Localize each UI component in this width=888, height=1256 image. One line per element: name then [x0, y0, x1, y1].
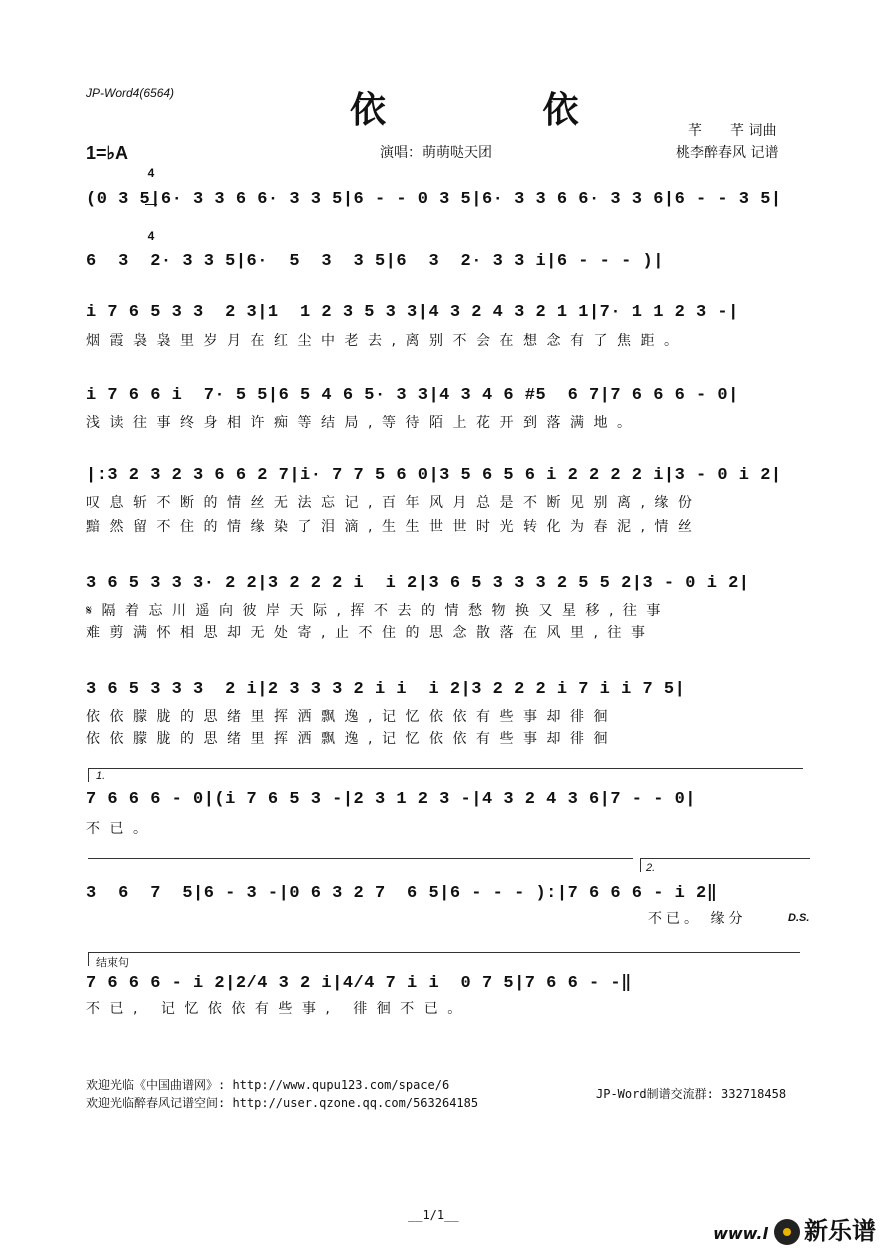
score-line-3: i 7 6 5 3 3 2 3|1 1 2 3 5 3 3|4 3 2 4 3 2 1 1|7· 1 1 2 3 -|	[86, 303, 739, 322]
coda-bracket-left	[88, 952, 89, 966]
score-line-8: 7 6 6 6 - 0|(i 7 6 5 3 -|2 3 1 2 3 -|4 3 2 4 3 6|7 - - 0|	[86, 790, 696, 809]
lyric-line-7a: 依依朦胧的思绪里挥洒飘逸,记忆依依有些事却徘徊	[86, 709, 617, 725]
performer: 演唱：萌萌哒天团	[380, 145, 492, 161]
footer-link-1[interactable]: 欢迎光临《中国曲谱网》: http://www.qupu123.com/space/6	[86, 1078, 450, 1092]
lyric-line-3: 烟霞袅袅里岁月在红尘中老去,离别不会在想念有了焦距。	[86, 333, 688, 349]
lyric-line-10: 不已, 记忆依依有些事, 徘徊不已。	[86, 1001, 471, 1017]
lyric-line-9: 不已。 缘分	[648, 911, 747, 927]
volta-2-bracket-left	[640, 858, 641, 872]
lyric-line-5a: 叹息斩不断的情丝无法忘记,百年风月总是不断见别离,缘份	[86, 495, 702, 511]
lyric-line-5b: 黯然留不住的情缘染了泪滴,生生世世时光转化为春泥,情丝	[86, 519, 702, 535]
score-line-6: 3 6 5 3 3 3· 2 2|3 2 2 2 i i 2|3 6 5 3 3 3 2 5 5 2|3 - 0 i 2|	[86, 574, 750, 593]
song-title: 依 依	[350, 89, 651, 131]
lyric-line-6a: 𝄋隔着忘川遥向彼岸天际,挥不去的情愁物换又星移,往事	[86, 603, 670, 619]
brand-watermark	[696, 1183, 876, 1246]
dal-segno-mark: D.S.	[788, 912, 810, 924]
lyric-line-7b: 依依朦胧的思绪里挥洒飘逸,记忆依依有些事却徘徊	[86, 731, 617, 747]
score-line-7: 3 6 5 3 3 3 2 i|2 3 3 3 2 i i i 2|3 2 2 2 i 7 i i 7 5|	[86, 680, 686, 699]
coda-label: 结束句	[96, 957, 129, 969]
page-number: __1/1__	[408, 1208, 459, 1222]
lyric-line-6b: 难剪满怀相思却无处寄,止不住的思念散落在风里,往事	[86, 625, 655, 641]
volta-1-bracket	[88, 768, 803, 769]
volta-continue-bracket	[88, 858, 633, 859]
time-denominator: 4	[147, 229, 155, 243]
brand-url: www.l	[713, 1224, 768, 1243]
record-disc-icon	[774, 1219, 800, 1245]
coda-bracket	[88, 952, 800, 953]
volta-2-label: 2.	[646, 862, 656, 874]
score-line-2: 6 3 2· 3 3 5|6· 5 3 3 5|6 3 2· 3 3 i|6 - - - )|	[86, 252, 664, 271]
volta-1-bracket-left	[88, 768, 89, 782]
score-line-4: i 7 6 6 i 7· 5 5|6 5 4 6 5· 3 3|4 3 4 6 #5 6 7|7 6 6 6 - 0|	[86, 386, 739, 405]
score-line-5: |:3 2 3 2 3 6 6 2 7|i· 7 7 5 6 0|3 5 6 5 6 i 2 2 2 2 i|3 - 0 i 2|	[86, 466, 782, 485]
brand-name: 新乐谱	[804, 1217, 876, 1245]
score-line-1: (0 3 5|6· 3 3 6 6· 3 3 5|6 - - 0 3 5|6· 3 3 6 6· 3 3 6|6 - - 3 5|	[86, 190, 782, 209]
score-line-10: 7 6 6 6 - i 2|2/4 3 2 i|4/4 7 i i 0 7 5|7 6 6 - -‖	[86, 974, 632, 993]
time-numerator: 4	[147, 166, 155, 180]
transcriber: 桃李醉春风 记谱	[676, 145, 779, 161]
footer-group: JP-Word制谱交流群: 332718458	[596, 1087, 787, 1101]
lyric-line-8: 不已。	[86, 821, 157, 837]
footer-link-2[interactable]: 欢迎光临醉春风记谱空间: http://user.qzone.qq.com/563264185	[86, 1096, 479, 1110]
volta-1-label: 1.	[96, 770, 106, 782]
key-signature: 1=♭A	[86, 143, 129, 163]
lyricist-composer: 芊 芊 词曲	[688, 123, 777, 139]
score-line-9: 3 6 7 5|6 - 3 -|0 6 3 2 7 6 5|6 - - - ):|7 6 6 6 - i 2‖	[86, 884, 718, 903]
app-tag: JP-Word4(6564)	[86, 86, 175, 100]
volta-2-bracket	[640, 858, 810, 859]
lyric-line-4: 浅读往事终身相许痴等结局,等待陌上花开到落满地。	[86, 415, 641, 431]
